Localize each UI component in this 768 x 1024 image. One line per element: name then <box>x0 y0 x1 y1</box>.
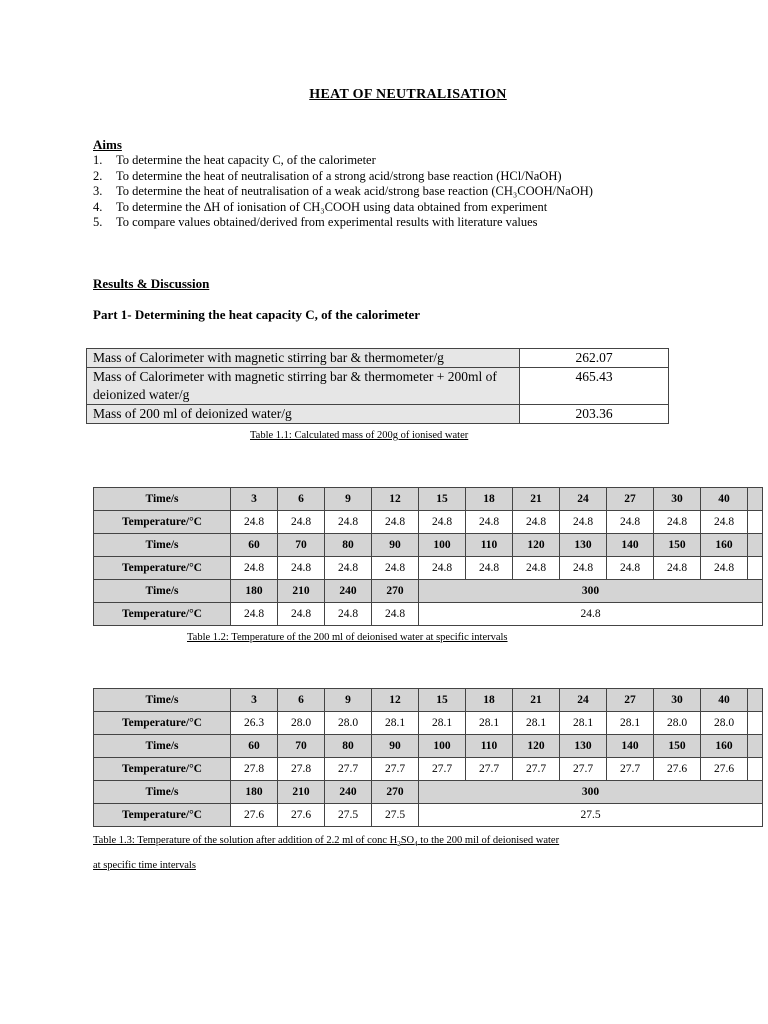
temperature-row-label: Temperature/°C <box>94 603 231 626</box>
cut-off-cell <box>748 758 763 781</box>
time-cell: 9 <box>325 689 372 712</box>
time-row-label: Time/s <box>94 735 231 758</box>
temperature-cell: 28.1 <box>513 712 560 735</box>
time-cell: 140 <box>607 534 654 557</box>
temperature-row-label: Temperature/°C <box>94 804 231 827</box>
time-cell: 130 <box>560 534 607 557</box>
time-cell: 210 <box>278 580 325 603</box>
temperature-cell: 24.8 <box>231 511 278 534</box>
time-row-label: Time/s <box>94 580 231 603</box>
table3-caption-line2: at specific time intervals <box>93 860 196 872</box>
temperature-row <box>94 511 763 534</box>
aim-item: 5. To compare values obtained/derived from experimental results with literature values <box>93 215 538 230</box>
time-cell: 160 <box>701 735 748 758</box>
temperature-cell: 24.8 <box>278 603 325 626</box>
temperature-row-label: Temperature/°C <box>94 758 231 781</box>
cut-off-cell <box>748 712 763 735</box>
time-cell: 100 <box>419 735 466 758</box>
temperature-row <box>94 603 763 626</box>
temperature-cell: 28.0 <box>325 712 372 735</box>
temperature-cell: 27.8 <box>231 758 278 781</box>
cut-off-cell <box>748 488 763 511</box>
temperature-cell: 27.6 <box>278 804 325 827</box>
time-row-label: Time/s <box>94 781 231 804</box>
time-cell: 150 <box>654 534 701 557</box>
temperature-cell: 24.8 <box>654 557 701 580</box>
temperature-row <box>94 712 763 735</box>
temperature-cell: 24.8 <box>325 603 372 626</box>
temperature-cell: 28.0 <box>278 712 325 735</box>
temperature-cell: 27.7 <box>560 758 607 781</box>
mass-value: 262.07 <box>520 349 669 368</box>
table3-caption <box>93 830 559 877</box>
temperature-cell: 24.8 <box>513 511 560 534</box>
temperature-cell: 27.6 <box>701 758 748 781</box>
aim-item: 2. To determine the heat of neutralisation of a strong acid/strong base reaction (HCl/NaOH) <box>93 168 562 183</box>
mass-value: 465.43 <box>520 368 669 405</box>
time-cell: 180 <box>231 580 278 603</box>
aims-list <box>93 153 593 231</box>
temperature-cell: 28.1 <box>560 712 607 735</box>
temperature-cell: 28.1 <box>372 712 419 735</box>
temperature-cell: 27.7 <box>466 758 513 781</box>
time-cell: 60 <box>231 735 278 758</box>
temperature-row <box>94 758 763 781</box>
time-cell: 240 <box>325 781 372 804</box>
time-cell: 15 <box>419 488 466 511</box>
temperature-cell: 24.8 <box>466 557 513 580</box>
temperature-cell: 27.7 <box>513 758 560 781</box>
temperature-row <box>94 557 763 580</box>
results-heading: Results & Discussion <box>93 276 210 291</box>
temperature-cell: 24.8 <box>419 511 466 534</box>
temperature-row <box>94 804 763 827</box>
time-cell: 80 <box>325 534 372 557</box>
temperature-cell: 26.3 <box>231 712 278 735</box>
temperature-cell: 27.7 <box>372 758 419 781</box>
temperature-cell: 24.8 <box>231 603 278 626</box>
time-cell: 30 <box>654 488 701 511</box>
table1-caption: Table 1.1: Calculated mass of 200g of ionised water <box>250 430 469 441</box>
time-cell: 180 <box>231 781 278 804</box>
time-row <box>94 488 763 511</box>
aim-item: 3. To determine the heat of neutralisation of a weak acid/strong base reaction (CH₃COOH/NaOH) <box>93 184 593 199</box>
time-cell: 40 <box>701 689 748 712</box>
time-cell: 12 <box>372 488 419 511</box>
temperature-cell: 27.6 <box>654 758 701 781</box>
time-cell: 9 <box>325 488 372 511</box>
time-cell: 6 <box>278 689 325 712</box>
time-cell: 130 <box>560 735 607 758</box>
temperature-cell: 24.8 <box>560 557 607 580</box>
time-cell: 27 <box>607 689 654 712</box>
cut-off-cell <box>748 557 763 580</box>
temperature-cell: 27.7 <box>607 758 654 781</box>
temperature-cell: 24.8 <box>325 557 372 580</box>
time-cell: 3 <box>231 488 278 511</box>
aim-item: 4. To determine the ∆H of ionisation of CH₃COOH using data obtained from experiment <box>93 199 548 214</box>
temperature-row-label: Temperature/°C <box>94 712 231 735</box>
temperature-cell: 24.8 <box>278 557 325 580</box>
temperature-cell: 27.8 <box>278 758 325 781</box>
time-cell: 3 <box>231 689 278 712</box>
time-cell: 27 <box>607 488 654 511</box>
page-title: HEAT OF NEUTRALISATION <box>309 87 507 102</box>
temperature-cell: 24.8 <box>701 557 748 580</box>
temperature-cell: 24.8 <box>607 557 654 580</box>
temperature-table-1 <box>93 487 763 626</box>
time-cell: 21 <box>513 689 560 712</box>
mass-table <box>86 348 669 424</box>
time-cell: 40 <box>701 488 748 511</box>
temperature-cell: 24.8 <box>513 557 560 580</box>
temperature-cell: 27.7 <box>419 758 466 781</box>
mass-value: 203.36 <box>520 405 669 424</box>
time-cell: 90 <box>372 534 419 557</box>
time-cell: 21 <box>513 488 560 511</box>
temperature-cell: 24.8 <box>607 511 654 534</box>
time-row-label: Time/s <box>94 689 231 712</box>
time-cell: 150 <box>654 735 701 758</box>
temperature-cell: 27.5 <box>372 804 419 827</box>
temperature-cell: 28.0 <box>701 712 748 735</box>
temperature-cell: 24.8 <box>560 511 607 534</box>
time-cell: 120 <box>513 735 560 758</box>
time-cell: 240 <box>325 580 372 603</box>
temperature-cell: 24.8 <box>419 603 763 626</box>
time-cell: 18 <box>466 689 513 712</box>
temperature-cell: 24.8 <box>372 603 419 626</box>
cut-off-cell <box>748 689 763 712</box>
temperature-table-2 <box>93 688 763 827</box>
table-row <box>87 349 669 368</box>
aim-item: 1. To determine the heat capacity C, of the calorimeter <box>93 153 376 167</box>
time-cell: 270 <box>372 781 419 804</box>
temperature-cell: 27.5 <box>419 804 763 827</box>
temperature-cell: 24.8 <box>419 557 466 580</box>
time-cell: 210 <box>278 781 325 804</box>
time-cell: 100 <box>419 534 466 557</box>
cut-off-cell <box>748 534 763 557</box>
temperature-row-label: Temperature/°C <box>94 511 231 534</box>
time-cell: 110 <box>466 534 513 557</box>
time-cell: 18 <box>466 488 513 511</box>
time-row <box>94 580 763 603</box>
temperature-row-label: Temperature/°C <box>94 557 231 580</box>
table3-caption-line1: Table 1.3: Temperature of the solution after addition of 2.2 ml of conc $H_2SO_4$ to the 200 mil of deionised water <box>93 835 560 849</box>
time-row-label: Time/s <box>94 534 231 557</box>
temperature-cell: 28.0 <box>654 712 701 735</box>
time-cell: 60 <box>231 534 278 557</box>
temperature-cell: 24.8 <box>654 511 701 534</box>
table-row <box>87 368 669 405</box>
time-row <box>94 781 763 804</box>
temperature-cell: 27.7 <box>325 758 372 781</box>
time-cell: 140 <box>607 735 654 758</box>
time-cell: 12 <box>372 689 419 712</box>
time-cell: 70 <box>278 534 325 557</box>
mass-label: Mass of Calorimeter with magnetic stirring bar & thermometer/g <box>87 349 520 368</box>
time-cell: 6 <box>278 488 325 511</box>
temperature-cell: 27.5 <box>325 804 372 827</box>
aims-heading: Aims <box>93 137 122 152</box>
mass-label: Mass of 200 ml of deionized water/g <box>87 405 520 424</box>
temperature-cell: 27.6 <box>231 804 278 827</box>
time-cell: 300 <box>419 781 763 804</box>
temperature-cell: 24.8 <box>278 511 325 534</box>
cut-off-cell <box>748 735 763 758</box>
time-cell: 110 <box>466 735 513 758</box>
temperature-cell: 24.8 <box>325 511 372 534</box>
time-cell: 270 <box>372 580 419 603</box>
time-row <box>94 534 763 557</box>
temperature-cell: 24.8 <box>231 557 278 580</box>
part1-heading: Part 1- Determining the heat capacity C, of the calorimeter <box>93 307 421 322</box>
table-row <box>87 405 669 424</box>
time-cell: 300 <box>419 580 763 603</box>
temperature-cell: 28.1 <box>466 712 513 735</box>
time-cell: 15 <box>419 689 466 712</box>
temperature-cell: 28.1 <box>419 712 466 735</box>
temperature-cell: 24.8 <box>372 511 419 534</box>
mass-label: Mass of Calorimeter with magnetic stirring bar & thermometer + 200ml of deionized water/g <box>87 368 520 405</box>
time-cell: 120 <box>513 534 560 557</box>
temperature-cell: 24.8 <box>701 511 748 534</box>
time-cell: 90 <box>372 735 419 758</box>
time-cell: 70 <box>278 735 325 758</box>
time-row <box>94 689 763 712</box>
temperature-cell: 24.8 <box>466 511 513 534</box>
time-cell: 80 <box>325 735 372 758</box>
time-cell: 160 <box>701 534 748 557</box>
time-cell: 24 <box>560 689 607 712</box>
time-cell: 24 <box>560 488 607 511</box>
temperature-cell: 24.8 <box>372 557 419 580</box>
table2-caption: Table 1.2: Temperature of the 200 ml of deionised water at specific intervals <box>187 632 508 643</box>
time-row <box>94 735 763 758</box>
cut-off-cell <box>748 511 763 534</box>
time-cell: 30 <box>654 689 701 712</box>
temperature-cell: 28.1 <box>607 712 654 735</box>
time-row-label: Time/s <box>94 488 231 511</box>
